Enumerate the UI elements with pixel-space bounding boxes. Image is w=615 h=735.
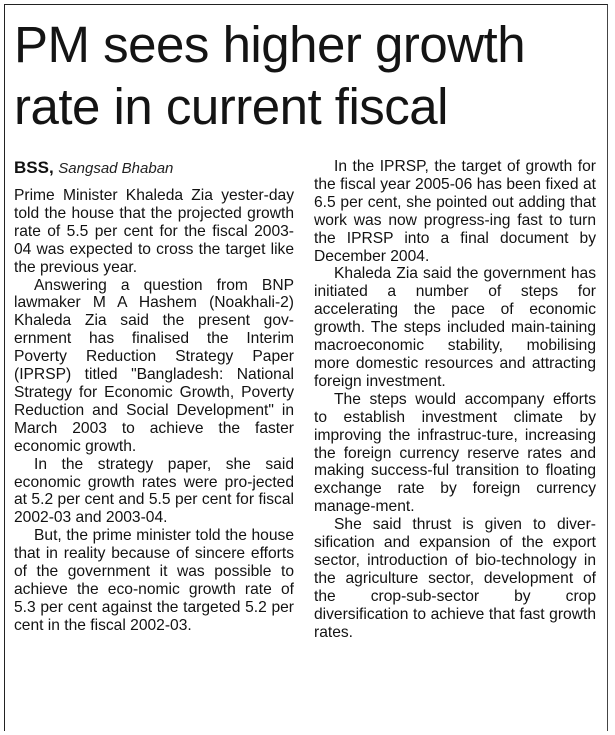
article-headline — [14, 14, 604, 138]
paragraph: But, the prime minister told the house that in reality because of sincere efforts of the government it was possible to achieve the eco-nomic growth rate of 5.3 per cent against the targeted 5.2 per cent in the fiscal 2002-03. — [14, 527, 294, 634]
byline-location: Sangsad Bhaban — [58, 160, 174, 177]
paragraph: Khaleda Zia said the government has initiated a number of steps for accelerating the pace of economic growth. The steps included main-taining macroeconomic stability, mobilising more domestic resources and attracting foreign investment. — [314, 265, 596, 390]
paragraph: The steps would accompany efforts to establish investment climate by improving the infrastruc-ture, increasing the foreign currency reserve rates and making success-ful transition to floating exchange rate by foreign currency manage-ment. — [314, 390, 596, 516]
article-body — [14, 158, 596, 641]
byline-agency: BSS, — [14, 158, 54, 177]
paragraph: She said thrust is given to diver-sification and expansion of the export sector, introduction of bio-technology in the agriculture sector, development of the crop-sub-sector by crop diversification to achieve that fast growth rates. — [314, 516, 596, 641]
right-column — [314, 158, 596, 641]
left-column — [14, 158, 294, 641]
paragraph: In the strategy paper, she said economic growth rates were pro-jected at 5.2 per cent and 5.5 per cent for fiscal 2002-03 and 2003-04. — [14, 455, 294, 527]
byline — [14, 158, 294, 179]
headline-line-1: PM sees higher growth — [14, 16, 526, 73]
headline-line-2: rate in current fiscal — [14, 78, 449, 135]
paragraph: In the IPRSP, the target of growth for the fiscal year 2005-06 has been fixed at 6.5 per cent, she pointed out adding that work was now progress-ing fast to turn the IPRSP into a final document by December 2004. — [314, 158, 596, 265]
paragraph: Answering a question from BNP lawmaker M A Hashem (Noakhali-2) Khaleda Zia said the present gov-ernment has finalised the Interim Poverty Reduction Strategy Paper (IPRSP) titled "Bangladesh: National Strategy for Economic Growth, Poverty Reduction and Social Development" in March 2003 to achieve the faster economic growth. — [14, 276, 294, 455]
paragraph: Prime Minister Khaleda Zia yester-day told the house that the projected growth rate of 5.5 per cent for the fiscal 2003-04 was expected to cross the target like the previous year. — [14, 187, 294, 276]
